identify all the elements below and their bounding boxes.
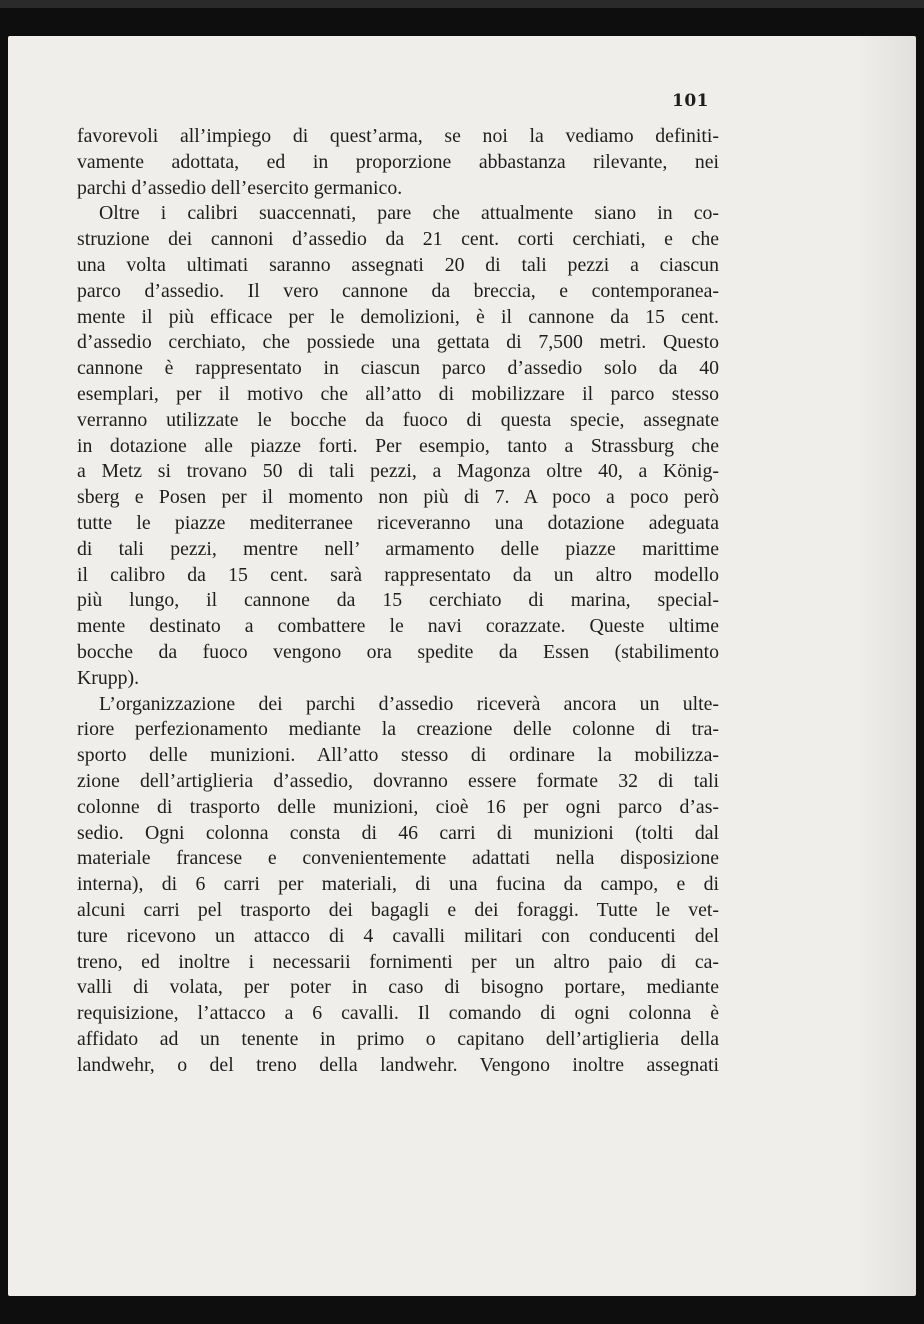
text-line: Oltre i calibri suaccennati, pare che attualmente siano in co- xyxy=(99,202,719,225)
text-line: L’organizzazione dei parchi d’assedio riceverà ancora un ulte- xyxy=(99,692,719,715)
text-line: sberg e Posen per il momento non più di 7. A poco a poco però xyxy=(77,486,719,509)
text-line: sedio. Ogni colonna consta di 46 carri di munizioni (tolti dal xyxy=(77,821,719,844)
text-line: colonne di trasporto delle munizioni, cioè 16 per ogni parco d’as- xyxy=(77,795,719,818)
body-text xyxy=(77,124,719,1078)
text-line: landwehr, o del treno della landwehr. Vengono inoltre assegnati xyxy=(77,1053,719,1076)
scan-top-edge xyxy=(0,0,924,8)
text-line: requisizione, l’attacco a 6 cavalli. Il comando di ogni colonna è xyxy=(77,1002,719,1025)
text-line: riore perfezionamento mediante la creazione delle colonne di tra- xyxy=(77,718,719,741)
text-line: mente destinato a combattere le navi corazzate. Queste ultime xyxy=(77,615,719,638)
text-line: tutte le piazze mediterranee riceveranno una dotazione adeguata xyxy=(77,511,719,534)
text-line: d’assedio cerchiato, che possiede una gettata di 7,500 metri. Questo xyxy=(77,331,719,354)
text-line: valli di volata, per poter in caso di bisogno portare, mediante xyxy=(77,976,719,999)
text-line: ture ricevono un attacco di 4 cavalli militari con conducenti del xyxy=(77,924,719,947)
text-line: alcuni carri pel trasporto dei bagagli e dei foraggi. Tutte le vet- xyxy=(77,898,719,921)
text-line: cannone è rappresentato in ciascun parco d’assedio solo da 40 xyxy=(77,357,719,380)
text-line: più lungo, il cannone da 15 cerchiato di marina, special- xyxy=(77,589,719,612)
text-line: favorevoli all’impiego di quest’arma, se noi la vediamo definiti- xyxy=(77,125,719,147)
text-line: parchi d’assedio dell’esercito germanico. xyxy=(77,176,403,199)
page-shadow xyxy=(856,36,916,1296)
text-line: esemplari, per il motivo che all’atto di mobilizzare il parco stesso xyxy=(77,382,719,405)
text-line: Krupp). xyxy=(77,666,140,689)
text-line: il calibro da 15 cent. sarà rappresentato da un altro modello xyxy=(77,563,719,586)
text-line: bocche da fuoco vengono ora spedite da Essen (stabilimento xyxy=(77,640,719,663)
text-line: interna), di 6 carri per materiali, di una fucina da campo, e di xyxy=(77,873,719,896)
text-line: parco d’assedio. Il vero cannone da breccia, e contemporanea- xyxy=(77,279,719,302)
text-line: treno, ed inoltre i necessarii fornimenti per un altro paio di ca- xyxy=(77,950,719,973)
text-line: zione dell’artiglieria d’assedio, dovranno essere formate 32 di tali xyxy=(77,769,719,792)
text-line: a Metz si trovano 50 di tali pezzi, a Magonza oltre 40, a König- xyxy=(77,460,719,483)
text-line: sporto delle munizioni. All’atto stesso di ordinare la mobilizza- xyxy=(77,744,719,767)
text-line: affidato ad un tenente in primo o capitano dell’artiglieria della xyxy=(77,1027,719,1050)
text-line: verranno utilizzate le bocche da fuoco di questa specie, assegnate xyxy=(77,408,719,431)
text-line: struzione dei cannoni d’assedio da 21 cent. corti cerchiati, e che xyxy=(77,228,719,251)
page-number: 101 xyxy=(672,91,709,111)
text-line: in dotazione alle piazze forti. Per esempio, tanto a Strassburg che xyxy=(77,434,719,457)
text-line: una volta ultimati saranno assegnati 20 di tali pezzi a ciascun xyxy=(77,253,719,276)
text-line: materiale francese e convenientemente adattati nella disposizione xyxy=(77,847,719,870)
text-line: mente il più efficace per le demolizioni, è il cannone da 15 cent. xyxy=(77,305,719,328)
text-line: vamente adottata, ed in proporzione abbastanza rilevante, nei xyxy=(77,150,719,173)
text-line: di tali pezzi, mentre nell’ armamento delle piazze marittime xyxy=(77,537,719,560)
